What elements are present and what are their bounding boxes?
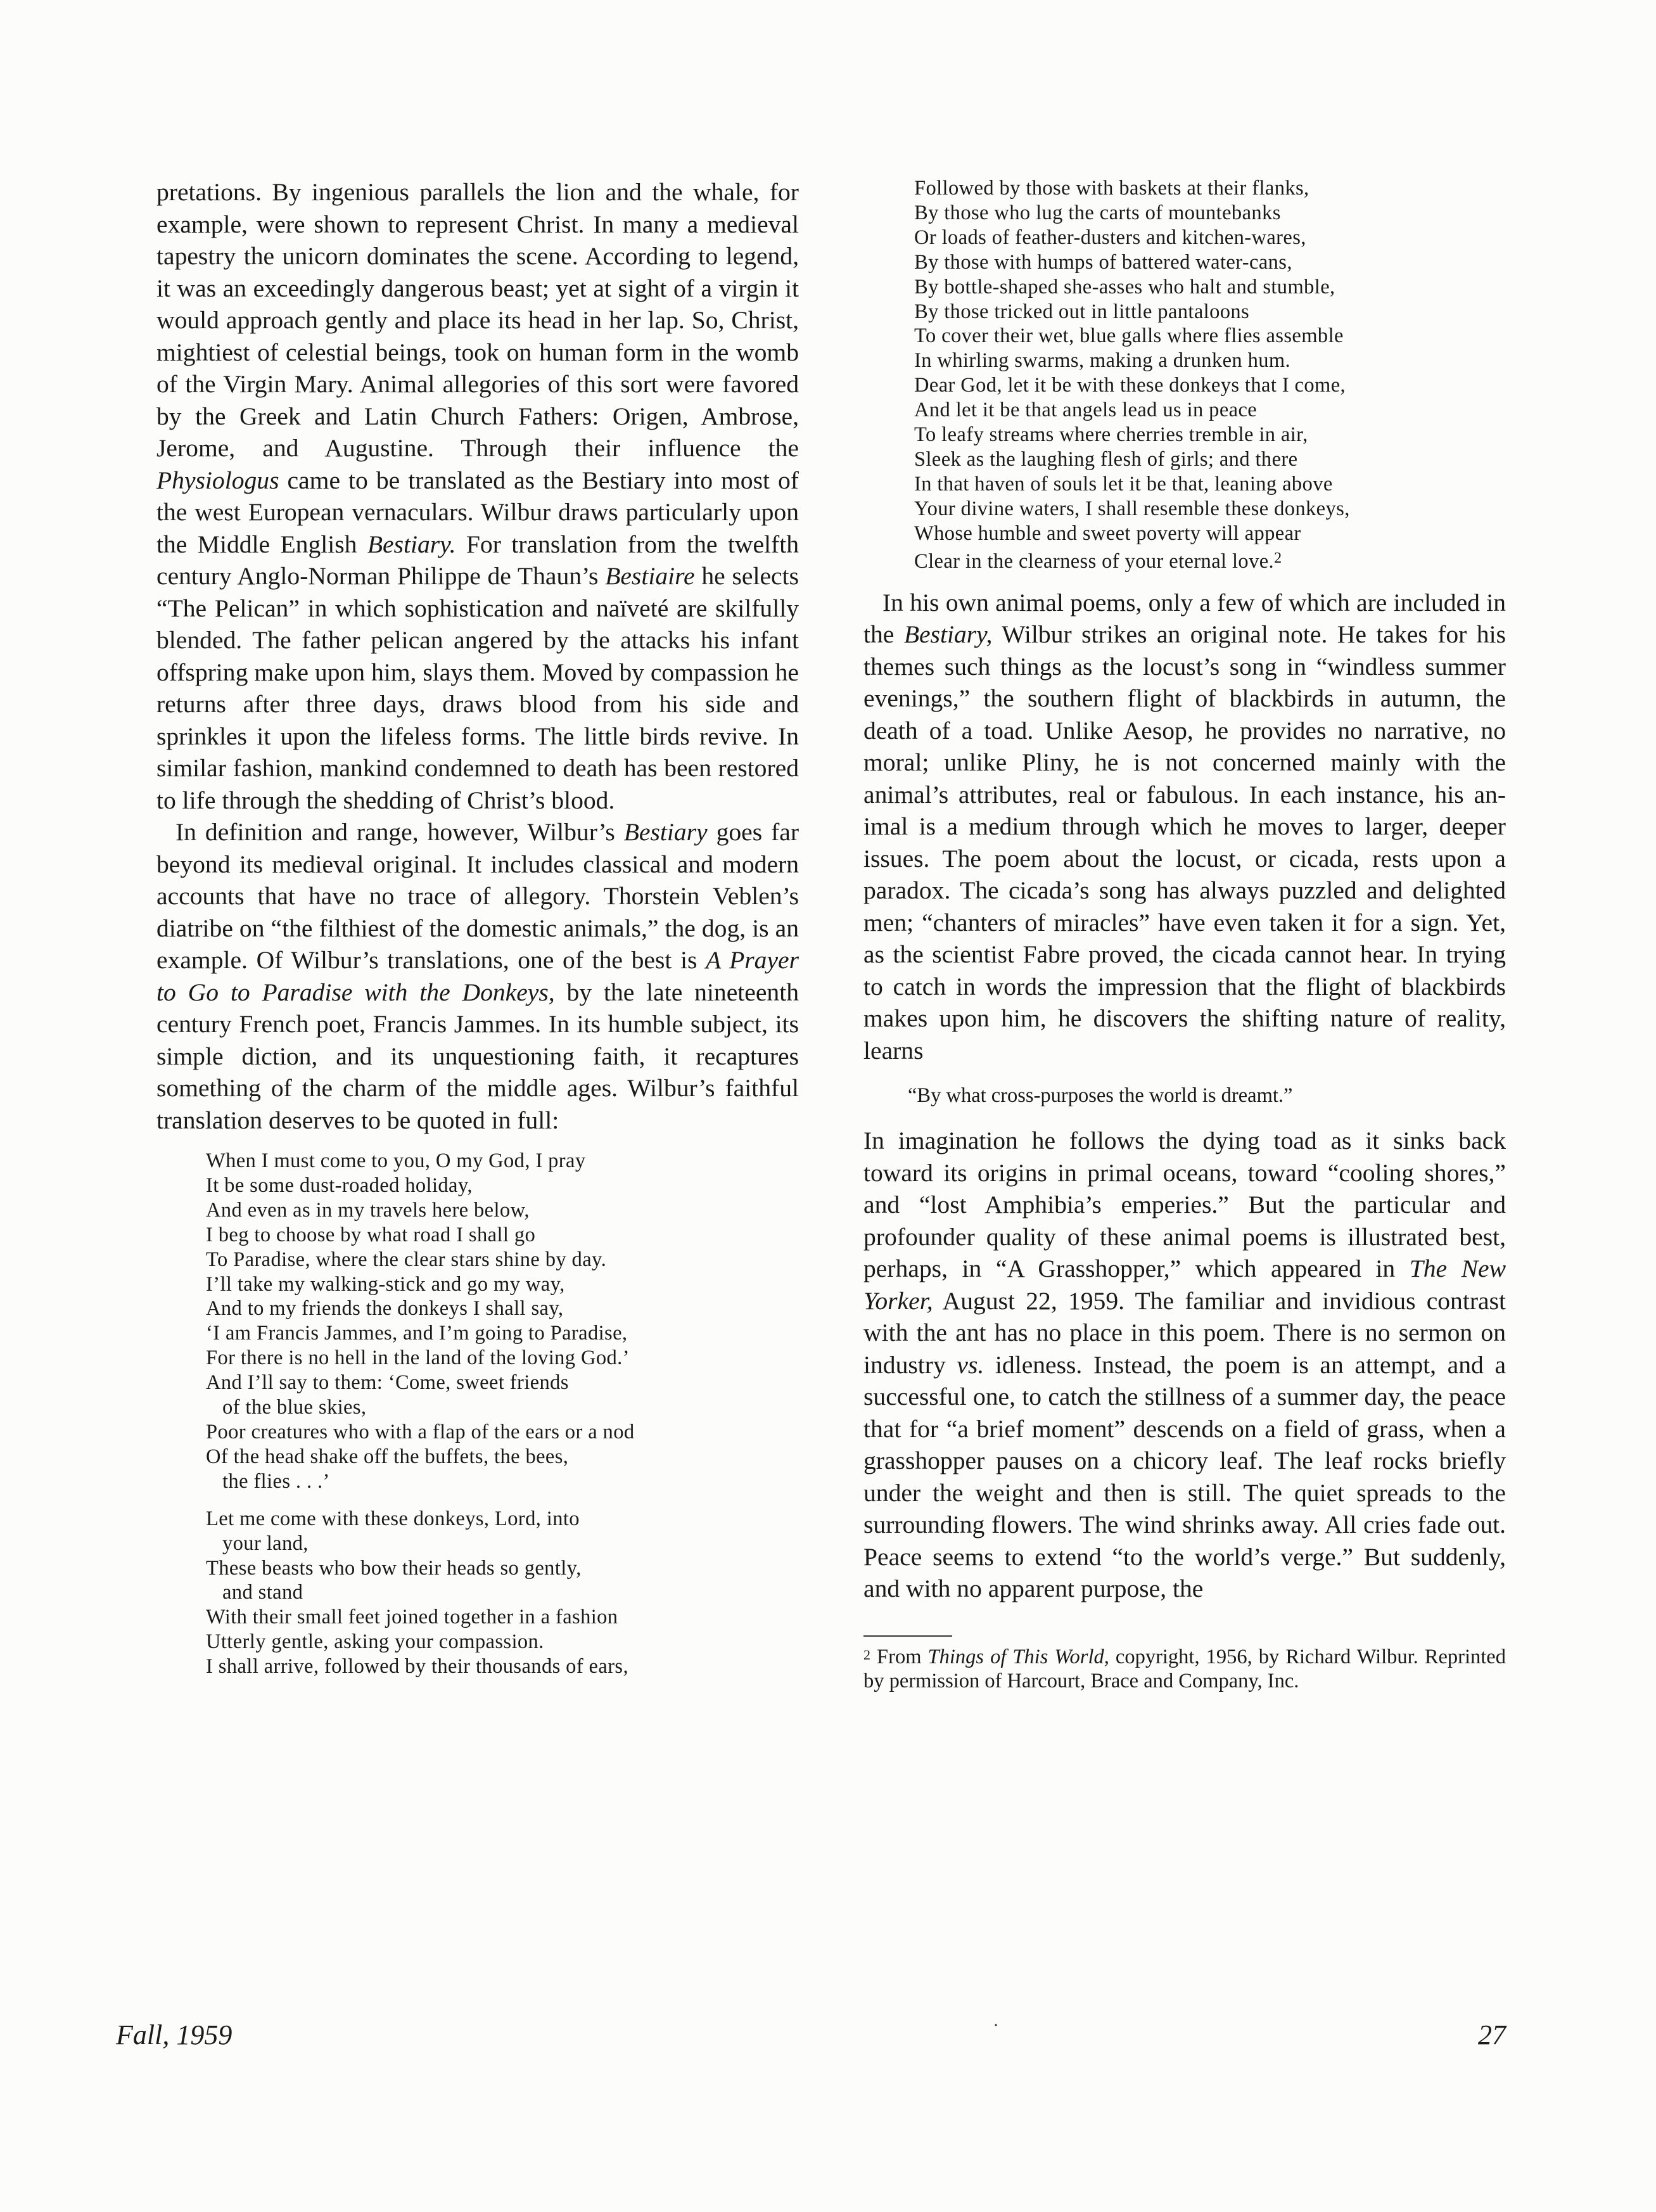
- paragraph-grasshopper: [863, 1125, 1506, 1605]
- text-run: In his own animal poems, only a few of which are included in the: [863, 588, 1506, 648]
- poem-line: Whose humble and sweet poverty will appear: [914, 521, 1301, 545]
- page-mark: ˙: [993, 2020, 999, 2041]
- poem-line: of the blue skies,: [222, 1396, 367, 1419]
- text-run: he selects “The Pelican” in which sophistication and naïveté are skilfully blended. The father pelican angered by the attacks his infant offspring make upon him, slays them. Moved by compassion he returns after three days, draws blood from his side and sprinkles it upon the lifeless forms. The little birds revive. In similar fashion, mankind condemned to death has been restored to life through the shedding of Christ’s blood.: [156, 562, 799, 814]
- poem-line: And even as in my travels here below,: [206, 1198, 530, 1222]
- poem-line: With their small feet joined together in a fashion: [206, 1606, 618, 1629]
- italic-title: Things of This World,: [927, 1645, 1109, 1668]
- poem-line: and stand: [222, 1581, 303, 1604]
- italic-title: Bestiaire: [605, 562, 695, 590]
- italic-title: Bestiary: [623, 818, 708, 846]
- poem-line: By those tricked out in little pantaloons: [914, 300, 1250, 323]
- text-run: For translation from the twelfth century Anglo-Norman Philippe de Thaun’s: [156, 530, 799, 590]
- poem-line: Let me come with these donkeys, Lord, into: [206, 1507, 580, 1530]
- poem-line: I shall arrive, followed by their thousands of ears,: [206, 1655, 629, 1678]
- right-column: [863, 176, 1506, 1693]
- poem-line: To leafy streams where cherries tremble in air,: [914, 423, 1308, 447]
- text-run: August 22, 1959. The familiar and invidious contrast with the ant has no place in this poem. There is no sermon on industry: [863, 1286, 1506, 1379]
- poem-line: And I’ll say to them: ‘Come, sweet friends: [206, 1371, 569, 1395]
- poem-line: I’ll take my walking-stick and go my way,: [206, 1272, 565, 1296]
- text-run: idleness. Instead, the poem is an attempt, and a successful one, to catch the stillness of a summer day, the peace that for “a brief moment” descends on a field of grass, when a grasshopper pauses on a chicory leaf. The leaf rocks briefly under the weight and then is still. The quiet spreads to the surrounding flowers. The wind shrinks away. All cries fade out. Peace seems to extend “to the world’s verge.” But suddenly, and with no apparent purpose, the: [863, 1350, 1506, 1602]
- text-run: From: [870, 1645, 928, 1668]
- poem-line: your land,: [222, 1531, 309, 1555]
- poem-line: By those who lug the carts of mountebanks: [914, 201, 1281, 224]
- poem-line: And let it be that angels lead us in peace: [914, 399, 1258, 422]
- text-run: came to be translated as the Bestiary into most of the west European vernaculars. Wilbur draws particularly upon the Middle English: [156, 466, 799, 558]
- poem-block: [206, 1149, 799, 1679]
- poem-line: Followed by those with baskets at their flanks,: [914, 177, 1309, 200]
- poem-line: In whirling swarms, making a drunken hum.: [914, 349, 1291, 373]
- text-run: copyright, 1956, by Richard Wilbur. Reprinted by permission of Harcourt, Brace and Company, Inc.: [863, 1645, 1506, 1692]
- text-run: pretations. By ingenious parallels the lion and the whale, for example, were shown to represent Christ. In many a medieval tapestry the unicorn dominates the scene. According to legend, it was an exceedingly dangerous beast; yet at sight of a virgin it would approach gently and place its head in her lap. So, Christ, mightiest of celestial beings, took on human form in the womb of the Virgin Mary. Animal allegories of this sort were favored by the Greek and Latin Church Fathers: Origen, Ambrose, Jerome, and Augustine. Through their influence the: [156, 178, 799, 462]
- poem-line: Utterly gentle, asking your compassion.: [206, 1630, 544, 1654]
- poem-line: And to my friends the donkeys I shall say,: [206, 1297, 564, 1320]
- text-run: In definition and range, however, Wilbur’s: [175, 818, 624, 846]
- poem-line: To Paradise, where the clear stars shine by day.: [206, 1248, 607, 1271]
- poem-line-text: Clear in the clearness of your eternal love.: [914, 549, 1275, 573]
- italic-title: Bestiary.: [367, 530, 456, 558]
- issue-date: Fall, 1959: [116, 2019, 232, 2050]
- italic-title: A Prayer to Go to Paradise with the Donkeys,: [156, 946, 799, 1006]
- poem-line: ‘I am Francis Jammes, and I’m going to Paradise,: [206, 1322, 628, 1345]
- poem-line: By bottle-shaped she-asses who halt and stumble,: [914, 275, 1335, 298]
- poem-line: These beasts who bow their heads so gently,: [206, 1556, 582, 1580]
- poem-line: To cover their wet, blue galls where flies assemble: [914, 324, 1344, 348]
- paragraph-definition: [156, 816, 799, 1136]
- stanza-break: [206, 1494, 799, 1507]
- poem-line: Of the head shake off the buffets, the bees,: [206, 1445, 569, 1468]
- poem-line: Sleek as the laughing flesh of girls; and there: [914, 447, 1298, 471]
- poem-line: Or loads of feather-dusters and kitchen-wares,: [914, 226, 1306, 249]
- poem-line: the flies . . .’: [222, 1469, 330, 1493]
- text-run: Wilbur strikes an original note. He takes for his themes such things as the locust’s song in “windless summer evenings,” the southern flight of blackbirds in autumn, the death of a toad. Unlike Aesop, he provides no narrative, no moral; unlike Pliny, he is not concerned mainly with the animal’s attributes, real or fabulous. In each instance, his animal is a medium through which he moves to larger, deeper issues. The poem about the locust, or cicada, rests upon a paradox. The cicada’s song has always puzzled and delighted men; “chanters of miracles” have even taken it for a sign. Yet, as the scientist Fabre proved, the cicada cannot hear. In trying to catch in words the impression that the flight of blackbirds makes upon him, he discovers the shifting nature of reality, learns: [863, 620, 1506, 1064]
- text-run: goes far beyond its medieval original. It includes classical and modern accounts that have no trace of allegory. Thorstein Veblen’s diatribe on “the filthiest of the domestic animals,” the dog, is an example. Of Wilbur’s translations, one of the best is: [156, 818, 799, 974]
- poem-line: In that haven of souls let it be that, leaning above: [914, 472, 1333, 495]
- poem-line: It be some dust-roaded holiday,: [206, 1173, 473, 1197]
- block-quote: “By what cross-purposes the world is dreamt.”: [908, 1084, 1293, 1107]
- poem-block-continued: [914, 176, 1506, 574]
- italic-title: The New Yorker,: [863, 1255, 1506, 1315]
- italic-title: Bestiary,: [903, 620, 993, 648]
- footnote: [863, 1643, 1506, 1693]
- poem-line: When I must come to you, O my God, I pray: [206, 1149, 586, 1172]
- footnote-number: 2: [863, 1646, 870, 1663]
- left-column: [156, 176, 799, 1679]
- footnote-reference: 2: [1274, 549, 1282, 566]
- italic-term: vs.: [957, 1350, 984, 1379]
- text-run: In imagination he follows the dying toad as it sinks back toward its origins in primal oceans, toward “cooling shores,” and “lost Amphibia’s emperies.” But the particular and profounder quality of these animal poems is illustrated best, perhaps, in “A Grasshopper,” which appeared in: [863, 1127, 1506, 1282]
- poem-line: Dear God, let it be with these donkeys that I come,: [914, 374, 1346, 397]
- italic-title: Physiologus: [156, 466, 279, 494]
- poem-line: Poor creatures who with a flap of the ears or a nod: [206, 1420, 635, 1443]
- paragraph-own-poems: [863, 587, 1506, 1067]
- poem-line: I beg to choose by what road I shall go: [206, 1223, 536, 1246]
- poem-line: By those with humps of battered water-cans,: [914, 250, 1292, 274]
- footnote-divider: [863, 1635, 952, 1637]
- page-number: 27: [1478, 2019, 1506, 2050]
- poem-line: [914, 546, 1506, 574]
- paragraph-allegory: [156, 176, 799, 816]
- poem-line: For there is no hell in the land of the loving God.’: [206, 1346, 630, 1370]
- poem-line: Your divine waters, I shall resemble these donkeys,: [914, 497, 1350, 520]
- text-run: by the late nineteenth century French poet, Francis Jammes. In its humble subject, its simple diction, and its unquestioning faith, it recaptures something of the charm of the middle ages. Wilbur’s faithful translation deserves to be quoted in full:: [156, 978, 799, 1134]
